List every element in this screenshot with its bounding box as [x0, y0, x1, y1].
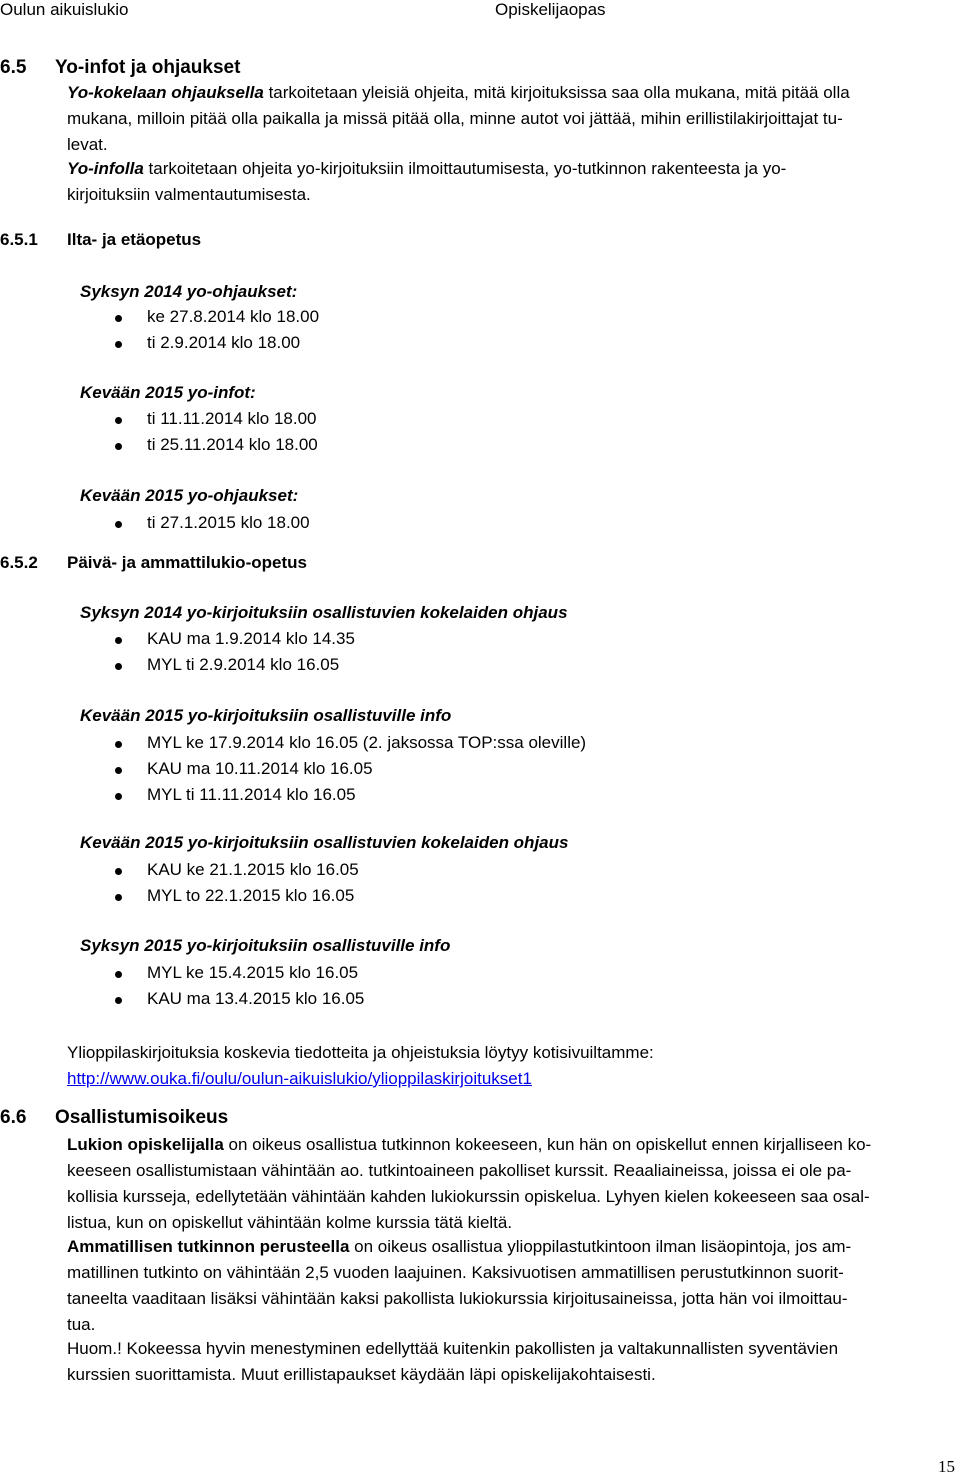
text-line: listua, kun on opiskellut vähintään kolme kurssia tätä kieltä. — [67, 1213, 513, 1232]
section-title: Osallistumisoikeus — [55, 1107, 229, 1128]
group-heading: Syksyn 2014 yo-kirjoituksiin osallistuvien kokelaiden ohjaus — [80, 603, 568, 622]
bullet-icon — [115, 417, 122, 424]
bullet-icon — [115, 894, 122, 901]
paragraph-info — [67, 156, 957, 208]
text-line: on oikeus osallistua ylioppilastutkintoon ilman lisäopintoja, jos am- — [349, 1237, 852, 1256]
text-line: mukana, milloin pitää olla paikalla ja missä pitää olla, minne autot voi jättää, mihin erillistilakirjoittajat tu- — [67, 109, 843, 128]
header-title-right: Opiskelijaopas — [495, 0, 606, 19]
list-item: MYL ke 17.9.2014 klo 16.05 (2. jaksossa TOP:ssa oleville) — [147, 733, 587, 752]
bullet-icon — [115, 521, 122, 528]
list-item: ti 2.9.2014 klo 18.00 — [147, 333, 301, 352]
text-line: kurssien suorittamista. Muut erillistapaukset käydään läpi opiskelijakohtaisesti. — [67, 1365, 656, 1384]
bullet-icon — [115, 971, 122, 978]
text-line: on oikeus osallistua tutkinnon kokeeseen, kun hän on opiskellut ennen kirjalliseen ko- — [223, 1135, 872, 1154]
text-line: tua. — [67, 1315, 96, 1334]
text-line: kirjoituksiin valmentautumisesta. — [67, 185, 311, 204]
page-number: 15 — [938, 1457, 955, 1476]
bullet-icon — [115, 997, 122, 1004]
list-item: MYL ti 2.9.2014 klo 16.05 — [147, 655, 340, 674]
term-ohjaus: Yo-kokelaan ohjauksella — [67, 83, 264, 102]
list-item: KAU ke 21.1.2015 klo 16.05 — [147, 860, 359, 879]
info-text: Ylioppilaskirjoituksia koskevia tiedotteita ja ohjeistuksia löytyy kotisivuiltamme: — [67, 1043, 654, 1062]
paragraph-lukio — [67, 1132, 957, 1236]
subsection-title: Ilta- ja etäopetus — [67, 230, 202, 249]
section-title: Yo-infot ja ohjaukset — [55, 57, 241, 78]
text-line: tarkoitetaan yleisiä ohjeita, mitä kirjoituksissa saa olla mukana, mitä pitää olla — [263, 83, 850, 102]
text-line: tarkoitetaan ohjeita yo-kirjoituksiin ilmoittautumisesta, yo-tutkinnon rakenteesta ja yo- — [143, 159, 787, 178]
term-info: Yo-infolla — [67, 159, 144, 178]
bullet-icon — [115, 793, 122, 800]
section-number: 6.6 — [0, 1107, 27, 1128]
list-item: ti 27.1.2015 klo 18.00 — [147, 513, 310, 532]
subsection-title: Päivä- ja ammattilukio-opetus — [67, 553, 307, 572]
group-heading: Kevään 2015 yo-kirjoituksiin osallistuville info — [80, 706, 452, 725]
bullet-icon — [115, 637, 122, 644]
text-line: kollisia kursseja, edellytetään vähintään kahden lukiokurssin opiskelua. Lyhyen kielen kokeeseen saa osal- — [67, 1187, 870, 1206]
bullet-icon — [115, 767, 122, 774]
list-item: MYL to 22.1.2015 klo 16.05 — [147, 886, 355, 905]
subsection-number: 6.5.2 — [0, 553, 38, 572]
text-line: taneelta vaaditaan lisäksi vähintään kaksi pakollista lukiokurssia kirjoitusaineissa, jotta hän voi ilmoittau- — [67, 1289, 848, 1308]
subsection-number: 6.5.1 — [0, 230, 38, 249]
bullet-icon — [115, 868, 122, 875]
bullet-icon — [115, 443, 122, 450]
term-lukio: Lukion opiskelijalla — [67, 1135, 224, 1154]
text-line: matillinen tutkinto on vähintään 2,5 vuoden laajuinen. Kaksivuotisen ammatillisen perustutkinnon suorit- — [67, 1263, 844, 1282]
bullet-icon — [115, 315, 122, 322]
paragraph-ammatillinen — [67, 1234, 957, 1338]
bullet-icon — [115, 341, 122, 348]
group-heading: Syksyn 2015 yo-kirjoituksiin osallistuville info — [80, 936, 451, 955]
paragraph-ohjaus — [67, 80, 957, 158]
list-item: ti 11.11.2014 klo 18.00 — [147, 409, 317, 428]
text-line: levat. — [67, 135, 108, 154]
header-title-left: Oulun aikuislukio — [0, 0, 129, 19]
bullet-icon — [115, 663, 122, 670]
list-item: KAU ma 10.11.2014 klo 16.05 — [147, 759, 373, 778]
text-line: keeseen osallistumistaan vähintään ao. tutkintoaineen pakolliset kurssit. Reaaliaineissa, joissa ei ole pa- — [67, 1161, 852, 1180]
term-ammatillinen: Ammatillisen tutkinnon perusteella — [67, 1237, 350, 1256]
list-item: ti 25.11.2014 klo 18.00 — [147, 435, 318, 454]
list-item: KAU ma 13.4.2015 klo 16.05 — [147, 989, 365, 1008]
group-heading: Kevään 2015 yo-kirjoituksiin osallistuvien kokelaiden ohjaus — [80, 833, 569, 852]
paragraph-huom — [67, 1336, 957, 1388]
section-number: 6.5 — [0, 57, 27, 78]
bullet-icon — [115, 741, 122, 748]
list-item: ke 27.8.2014 klo 18.00 — [147, 307, 320, 326]
group-heading: Syksyn 2014 yo-ohjaukset: — [80, 282, 298, 301]
group-heading: Kevään 2015 yo-ohjaukset: — [80, 486, 299, 505]
group-heading: Kevään 2015 yo-infot: — [80, 383, 256, 402]
info-link[interactable]: http://www.ouka.fi/oulu/oulun-aikuislukio/ylioppilaskirjoitukset1 — [67, 1069, 532, 1088]
list-item: MYL ti 11.11.2014 klo 16.05 — [147, 785, 356, 804]
text-line: Huom.! Kokeessa hyvin menestyminen edellyttää kuitenkin pakollisten ja valtakunnallisten syventävien — [67, 1339, 839, 1358]
list-item: KAU ma 1.9.2014 klo 14.35 — [147, 629, 355, 648]
list-item: MYL ke 15.4.2015 klo 16.05 — [147, 963, 359, 982]
